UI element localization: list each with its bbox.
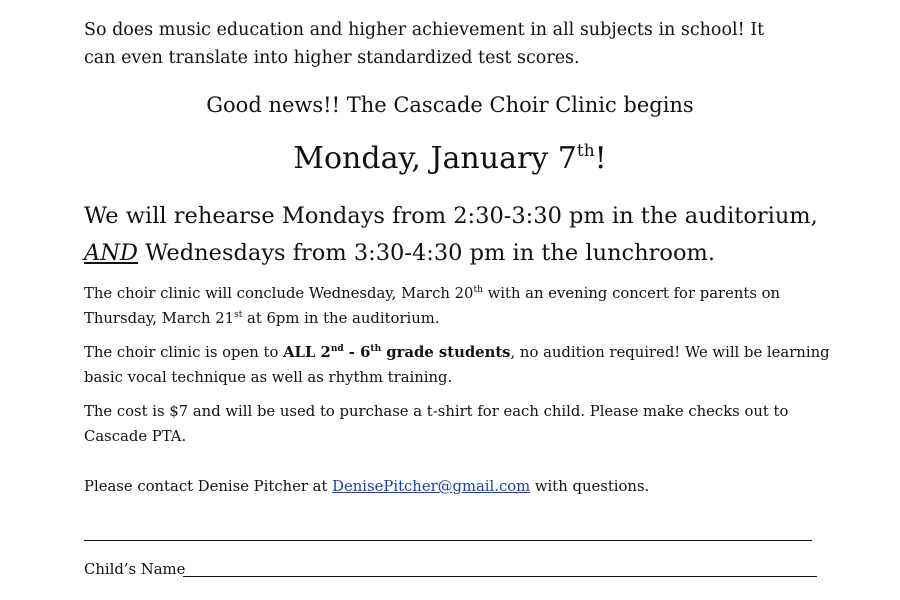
eligibility-bold-sup-2: th bbox=[370, 344, 382, 354]
start-date-suffix: th bbox=[576, 141, 595, 161]
start-date-heading bbox=[0, 138, 900, 180]
rehearsal-schedule bbox=[84, 198, 818, 272]
contact-prefix: Please contact Denise Pitcher at bbox=[84, 478, 333, 495]
and-emphasis: AND bbox=[84, 240, 138, 266]
start-date-end: ! bbox=[594, 141, 607, 176]
schedule-line-1: We will rehearse Mondays from 2:30-3:30 pm in the auditorium, bbox=[84, 203, 818, 229]
eligibility-bold-1: ALL 2 bbox=[283, 344, 331, 361]
signature-divider bbox=[84, 540, 812, 541]
cost-paragraph bbox=[84, 399, 788, 449]
good-news-heading: Good news!! The Cascade Choir Clinic begins bbox=[206, 93, 694, 117]
eligibility-bold-sup-1: nd bbox=[330, 344, 344, 354]
conclusion-paragraph bbox=[84, 281, 780, 331]
conclude-line2-part-2: at 6pm in the auditorium. bbox=[242, 310, 440, 327]
contact-suffix: with questions. bbox=[530, 478, 650, 495]
intro-paragraph bbox=[84, 16, 764, 72]
conclude-part-1: The choir clinic will conclude Wednesday, March 20 bbox=[84, 285, 474, 302]
conclude-sup-1: th bbox=[473, 285, 483, 295]
start-date-main: Monday, January 7 bbox=[293, 141, 577, 176]
eligibility-line-2: basic vocal technique as well as rhythm training. bbox=[84, 369, 453, 386]
child-name-field[interactable] bbox=[183, 576, 817, 577]
eligibility-grades bbox=[283, 344, 510, 361]
eligibility-paragraph bbox=[84, 340, 830, 390]
cost-line-2: Cascade PTA. bbox=[84, 428, 187, 445]
contact-paragraph bbox=[84, 474, 649, 499]
intro-line-2: can even translate into higher standardized test scores. bbox=[84, 48, 580, 68]
eligibility-part-2: , no audition required! We will be learning bbox=[510, 344, 830, 361]
eligibility-bold-2: - 6 bbox=[343, 344, 371, 361]
conclude-line2-part-1: Thursday, March 21 bbox=[84, 310, 235, 327]
eligibility-bold-3: grade students bbox=[381, 344, 511, 361]
conclude-sup-2: st bbox=[234, 310, 243, 320]
eligibility-part-1: The choir clinic is open to bbox=[84, 344, 284, 361]
intro-line-1: So does music education and higher achievement in all subjects in school! It bbox=[84, 20, 765, 40]
child-name-label: Child’s Name bbox=[84, 561, 186, 578]
email-link[interactable]: DenisePitcher@gmail.com bbox=[332, 478, 531, 495]
cost-line-1: The cost is $7 and will be used to purchase a t-shirt for each child. Please make checks out to bbox=[84, 403, 789, 420]
schedule-line-2: Wednesdays from 3:30-4:30 pm in the lunchroom. bbox=[137, 240, 715, 266]
conclude-part-2: with an evening concert for parents on bbox=[482, 285, 781, 302]
